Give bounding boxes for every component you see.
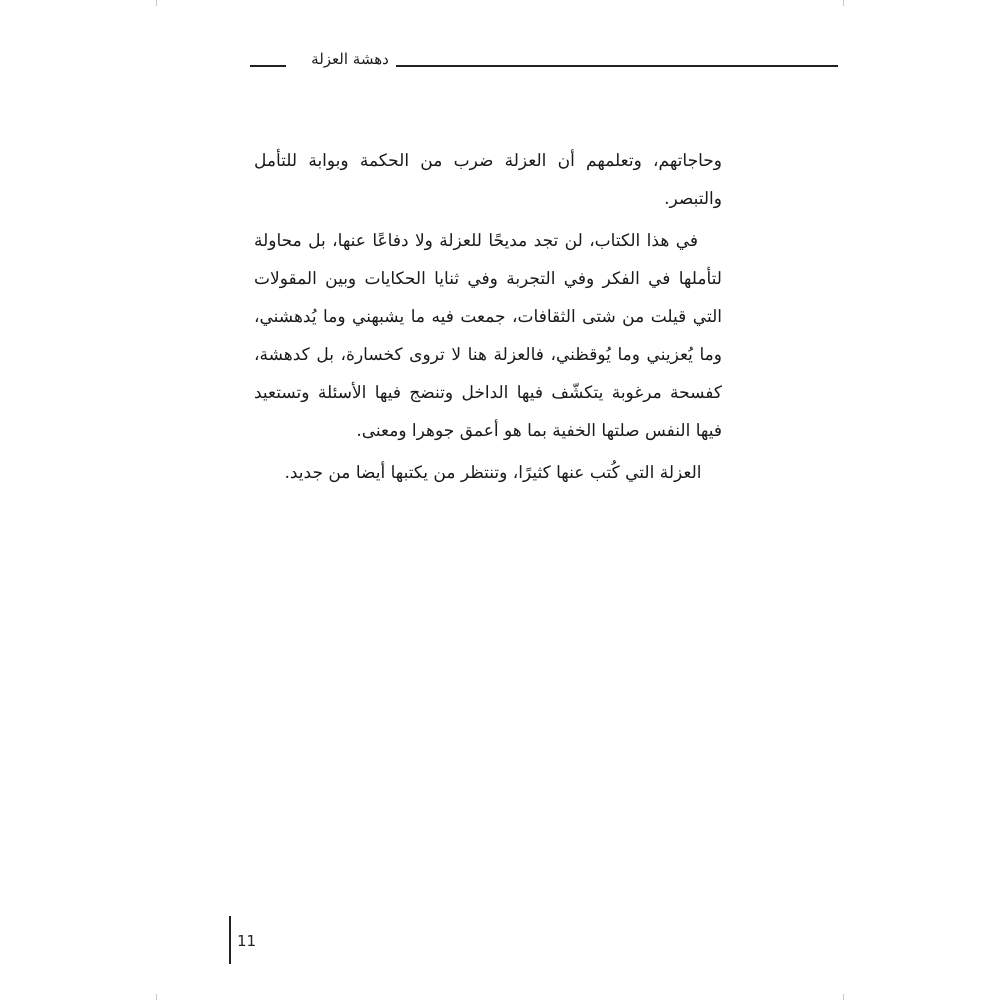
body-text [254, 142, 722, 496]
paragraph-1: وحاجاتهم، وتعلمهم أن العزلة ضرب من الحكمة وبوابة للتأمل والتبصر. [254, 151, 722, 209]
crop-mark-top-left [156, 0, 157, 6]
page-number: 11 [237, 932, 257, 950]
header-rule-left [250, 65, 286, 67]
paragraph-3: العزلة التي كُتب عنها كثيرًا، وتنتظر من يكتبها أيضا من جديد. [284, 463, 702, 483]
crop-mark-bottom-left [156, 994, 157, 1000]
crop-mark-bottom-right [843, 994, 844, 1000]
crop-mark-top-right [843, 0, 844, 6]
running-header-title: دهشة العزلة [311, 50, 389, 68]
paragraph-2: في هذا الكتاب، لن تجد مديحًا للعزلة ولا دفاعًا عنها، بل محاولة لتأملها في الفكر وفي التجربة وفي ثنايا الحكايات وبين المقولات التي قيلت من شتى الثقافات، جمعت فيه ما يشبهني وما يُدهشني، وما يُعزيني وما يُوقظني، فالعزلة هنا لا تروى كخسارة، بل كدهشة، كفسحة مرغوبة يتكشّف فيها الداخل وتنضج فيها الأسئلة وتستعيد فيها النفس صلتها الخفية بما هو أعمق جوهرا ومعنى. [254, 231, 722, 441]
header-rule-right [396, 65, 838, 67]
folio-rule [229, 916, 231, 964]
running-header [250, 48, 838, 78]
